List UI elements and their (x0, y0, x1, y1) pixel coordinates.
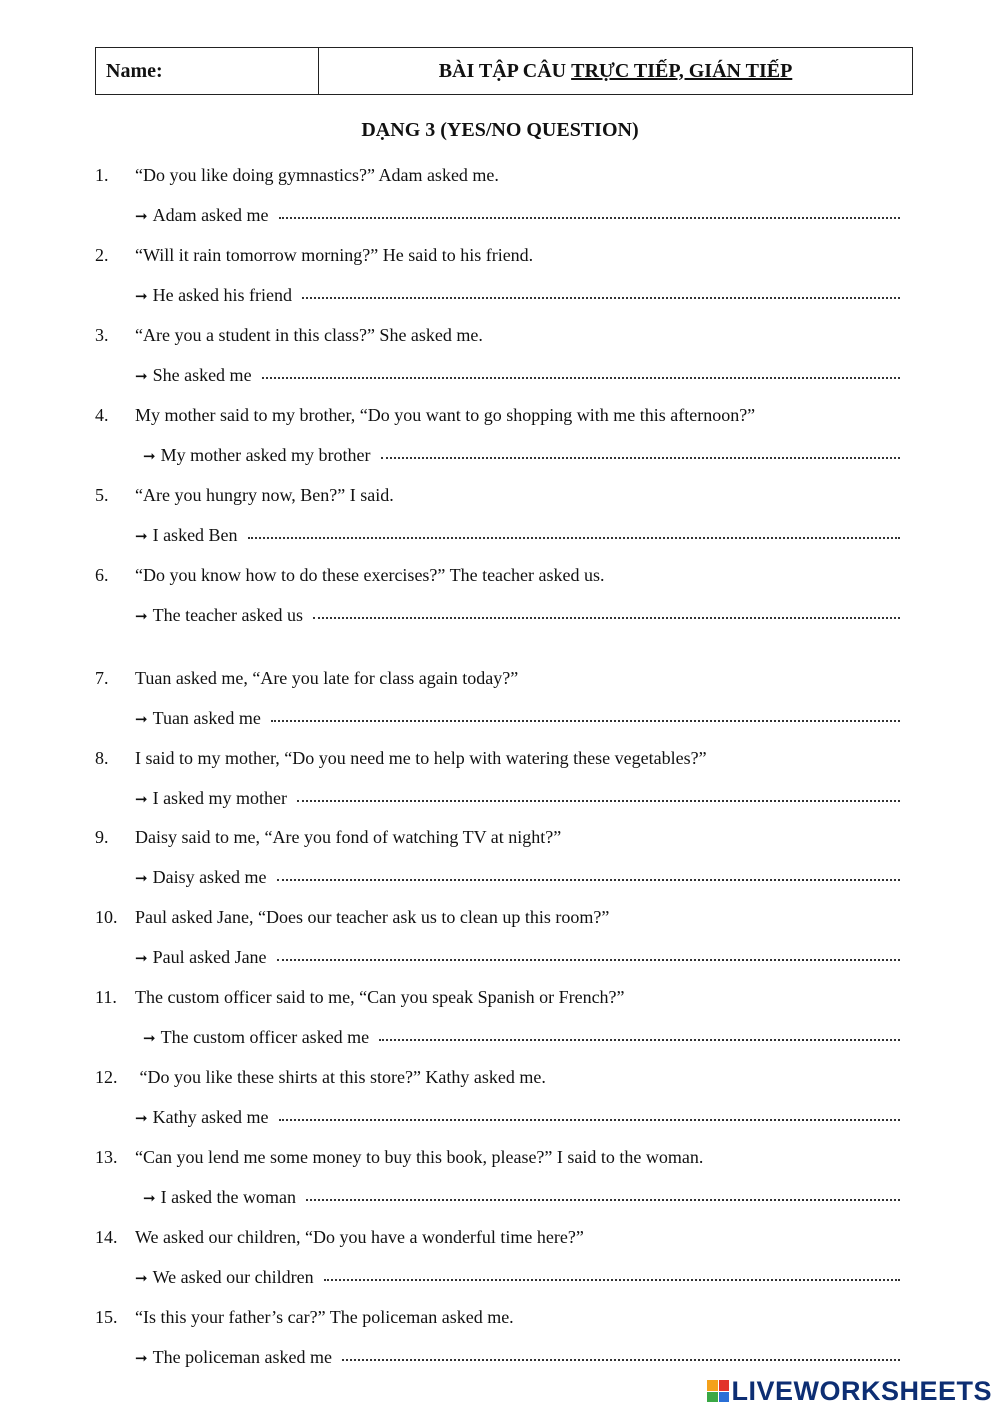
answer-prefix: She asked me (152, 365, 252, 385)
answer-prefix: My mother asked my brother (160, 445, 371, 465)
answer-prefix: The teacher asked us (152, 605, 304, 625)
answer-blank[interactable] (379, 1025, 900, 1041)
question-number: 10. (95, 907, 118, 927)
answer-blank[interactable] (306, 1185, 900, 1201)
logo-text: LIVEWORKSHEETS (731, 1375, 992, 1406)
answer-line (143, 444, 900, 468)
question-number: 8. (95, 748, 109, 768)
section-title: DẠNG 3 (YES/NO QUESTION) (361, 119, 639, 141)
answer-prefix: I asked my mother (152, 788, 288, 808)
answer-blank[interactable] (271, 706, 900, 722)
question-text: “Do you like these shirts at this store?” Kathy asked me. (135, 1067, 546, 1087)
answer-prefix: Adam asked me (152, 205, 269, 225)
arrow-right-icon: ➞ (135, 289, 148, 305)
question-number: 9. (95, 827, 109, 847)
answer-blank[interactable] (381, 443, 900, 459)
answer-blank[interactable] (324, 1265, 900, 1281)
arrow-right-icon: ➞ (143, 1191, 156, 1207)
answer-prefix: Daisy asked me (152, 867, 267, 887)
answer-prefix: Tuan asked me (152, 708, 261, 728)
title-prefix: BÀI TẬP CÂU (438, 59, 572, 82)
arrow-right-icon: ➞ (143, 1031, 156, 1047)
arrow-right-icon: ➞ (135, 369, 148, 385)
answer-prefix: Paul asked Jane (152, 947, 267, 967)
arrow-right-icon: ➞ (135, 792, 148, 808)
answer-blank[interactable] (313, 603, 900, 619)
arrow-right-icon: ➞ (143, 449, 156, 465)
answer-line (135, 1106, 900, 1130)
arrow-right-icon: ➞ (135, 951, 148, 967)
answer-line (135, 1266, 900, 1290)
worksheet-title (319, 48, 912, 94)
question-number: 7. (95, 668, 109, 688)
answer-line (143, 1026, 900, 1050)
question-text: My mother said to my brother, “Do you want to go shopping with me this afternoon?” (135, 405, 756, 425)
arrow-right-icon: ➞ (135, 529, 148, 545)
question-text: “Will it rain tomorrow morning?” He said to his friend. (135, 245, 534, 265)
question-text: I said to my mother, “Do you need me to help with watering these vegetables?” (135, 748, 707, 768)
title-underlined: TRỰC TIẾP, GIÁN TIẾP (571, 59, 793, 82)
answer-blank[interactable] (277, 865, 900, 881)
answer-prefix: We asked our children (152, 1267, 314, 1287)
question-number: 11. (95, 987, 117, 1007)
arrow-right-icon: ➞ (135, 1271, 148, 1287)
answer-blank[interactable] (279, 203, 900, 219)
arrow-right-icon: ➞ (135, 1111, 148, 1127)
liveworksheets-logo-icon (707, 1380, 729, 1402)
answer-line (135, 866, 900, 890)
answer-blank[interactable] (277, 945, 900, 961)
question-text: Tuan asked me, “Are you late for class again today?” (135, 668, 519, 688)
arrow-right-icon: ➞ (135, 712, 148, 728)
answer-line (135, 524, 900, 548)
question-number: 6. (95, 565, 109, 585)
answer-blank[interactable] (262, 363, 900, 379)
question-number: 3. (95, 325, 109, 345)
question-text: Paul asked Jane, “Does our teacher ask us to clean up this room?” (135, 907, 610, 927)
question-text: “Are you a student in this class?” She asked me. (135, 325, 483, 345)
answer-line (135, 364, 900, 388)
header-table (95, 47, 913, 95)
question-text: “Is this your father’s car?” The policeman asked me. (135, 1307, 514, 1327)
answer-blank[interactable] (279, 1105, 900, 1121)
answer-line (135, 946, 900, 970)
question-text: “Do you know how to do these exercises?” The teacher asked us. (135, 565, 605, 585)
answer-prefix: The custom officer asked me (160, 1027, 370, 1047)
question-number: 5. (95, 485, 109, 505)
question-number: 4. (95, 405, 109, 425)
answer-line (135, 707, 900, 731)
answer-line (143, 1186, 900, 1210)
question-number: 15. (95, 1307, 118, 1327)
arrow-right-icon: ➞ (135, 609, 148, 625)
answer-prefix: Kathy asked me (152, 1107, 269, 1127)
question-text: The custom officer said to me, “Can you speak Spanish or French?” (135, 987, 625, 1007)
answer-line (135, 284, 900, 308)
question-text: Daisy said to me, “Are you fond of watching TV at night?” (135, 827, 562, 847)
question-text: We asked our children, “Do you have a wonderful time here?” (135, 1227, 584, 1247)
answer-line (135, 604, 900, 628)
answer-blank[interactable] (297, 786, 900, 802)
answer-prefix: I asked Ben (152, 525, 238, 545)
answer-line (135, 1346, 900, 1370)
question-text: “Can you lend me some money to buy this book, please?” I said to the woman. (135, 1147, 704, 1167)
question-text: “Do you like doing gymnastics?” Adam asked me. (135, 165, 499, 185)
arrow-right-icon: ➞ (135, 209, 148, 225)
answer-blank[interactable] (342, 1345, 900, 1361)
question-number: 2. (95, 245, 109, 265)
arrow-right-icon: ➞ (135, 1351, 148, 1367)
answer-line (135, 204, 900, 228)
answer-prefix: I asked the woman (160, 1187, 297, 1207)
answer-blank[interactable] (248, 523, 900, 539)
liveworksheets-logo (707, 1377, 992, 1405)
answer-prefix: He asked his friend (152, 285, 293, 305)
question-number: 1. (95, 165, 109, 185)
answer-line (135, 787, 900, 811)
question-number: 12. (95, 1067, 118, 1087)
answer-blank[interactable] (302, 283, 900, 299)
arrow-right-icon: ➞ (135, 871, 148, 887)
answer-prefix: The policeman asked me (152, 1347, 333, 1367)
question-number: 14. (95, 1227, 118, 1247)
name-label: Name: (96, 48, 319, 94)
question-number: 13. (95, 1147, 118, 1167)
question-text: “Are you hungry now, Ben?” I said. (135, 485, 394, 505)
